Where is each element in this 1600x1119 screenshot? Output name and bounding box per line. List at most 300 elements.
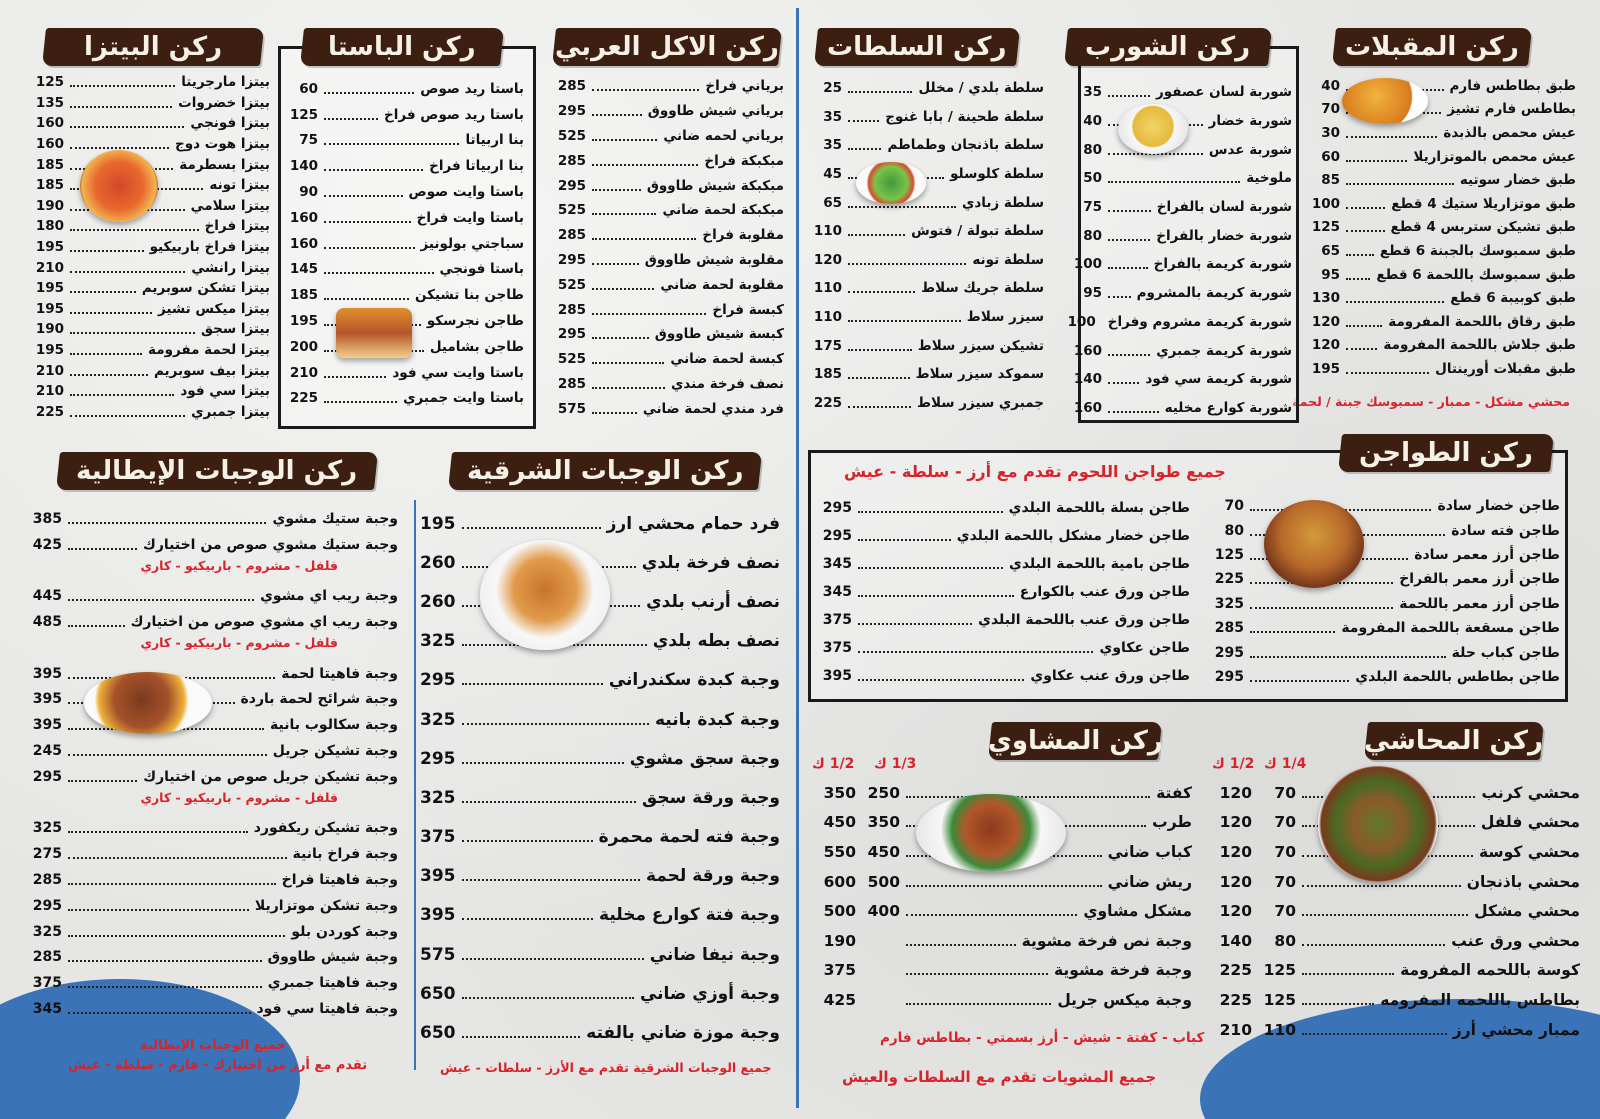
dot-leader xyxy=(70,106,172,108)
item-name: وجبة سجق مشوي xyxy=(629,748,780,769)
menu-item xyxy=(818,662,1190,690)
dot-leader xyxy=(68,960,262,962)
dot-leader xyxy=(70,353,142,355)
item-name: وجبة كبدة بانيه xyxy=(655,709,780,730)
item-price: 285 xyxy=(557,301,586,318)
item-name: بيتزا سجق xyxy=(201,321,270,338)
item-name: باستا ريد صوص فراخ xyxy=(384,106,524,123)
menu-item-two-price xyxy=(812,956,1192,986)
dot-leader xyxy=(848,234,905,236)
item-name: محشي فلفل xyxy=(1480,813,1580,832)
item-name: طاجن خضار سادة xyxy=(1437,498,1560,515)
item-price: 325 xyxy=(1214,595,1244,612)
item-name: طاجن بنا تشيكن xyxy=(414,287,524,304)
item-price: 345 xyxy=(822,584,852,600)
menu-item xyxy=(808,331,1044,360)
menu-item xyxy=(420,778,780,817)
item-name: طاجن ورق عنب باللحمة البلدي xyxy=(978,612,1190,628)
item-price: 325 xyxy=(420,709,456,730)
item-price: 50 xyxy=(1083,170,1102,187)
item-price-small: 70 xyxy=(1274,842,1296,861)
item-price-small: 70 xyxy=(1274,783,1296,802)
menu-item xyxy=(808,274,1044,303)
item-name: برياني فراخ xyxy=(705,78,784,95)
item-price: 195 xyxy=(35,239,64,256)
item-name: طرب xyxy=(1152,813,1192,832)
item-name: بيتزا فونجي xyxy=(190,115,270,132)
item-price: 160 xyxy=(1073,342,1102,359)
menu-item xyxy=(30,278,270,299)
item-price-small: 70 xyxy=(1274,813,1296,832)
stuffed-header-half: 1/2 ك xyxy=(1212,756,1255,772)
dot-leader xyxy=(592,114,642,116)
menu-item xyxy=(28,506,398,532)
dot-leader xyxy=(68,857,287,859)
item-price: 210 xyxy=(35,383,64,400)
menu-item xyxy=(284,153,524,179)
item-name: طاجن كباب حلة xyxy=(1451,644,1560,661)
item-price: 325 xyxy=(32,820,62,837)
item-price: 285 xyxy=(557,375,586,392)
item-name: برياني لحمه ضاني xyxy=(663,127,784,144)
item-name: وجبة شيش طاووق xyxy=(267,949,398,966)
item-price-large: 120 xyxy=(1219,842,1252,861)
grills-header-half: 1/2 ك xyxy=(812,756,855,772)
dot-leader xyxy=(592,189,641,191)
dot-leader xyxy=(70,85,175,87)
item-price: 295 xyxy=(32,768,62,785)
stuffed-title: ركن المحاشي xyxy=(1364,722,1544,760)
item-price: 245 xyxy=(32,743,62,760)
dot-leader xyxy=(324,272,434,274)
item-name: بيتزا مارجريتا xyxy=(181,74,270,91)
item-price: 195 xyxy=(35,280,64,297)
item-price: 80 xyxy=(1083,141,1102,158)
item-name: مقلوبة فراخ xyxy=(702,227,784,244)
item-price: 135 xyxy=(35,94,64,111)
soup-bowl-image xyxy=(1118,104,1188,154)
item-name: سيزر سلاط xyxy=(966,309,1044,326)
item-name: بنا اربياتا xyxy=(465,132,524,149)
item-price: 295 xyxy=(822,528,852,544)
dot-leader xyxy=(858,567,1003,569)
menu-item xyxy=(420,739,780,778)
item-name: بطاطس فارم تشيز xyxy=(1447,101,1576,118)
menu-item xyxy=(1210,640,1560,664)
grills-header-third: 1/3 ك xyxy=(874,756,917,772)
dot-leader xyxy=(462,918,594,920)
item-name: وجبة فاهيتا لحمة xyxy=(281,665,398,682)
item-price: 125 xyxy=(35,74,64,91)
menu-item xyxy=(30,134,270,155)
menu-item xyxy=(552,74,784,99)
item-price: 110 xyxy=(813,280,842,297)
menu-item xyxy=(30,216,270,237)
item-name: محشي ورق عنب xyxy=(1451,931,1580,950)
dot-leader xyxy=(70,415,185,417)
item-price: 110 xyxy=(813,223,842,240)
item-price-small: 250 xyxy=(867,783,900,802)
item-name: بطاطس باللحمه المفرومه xyxy=(1380,990,1580,1009)
item-price-large: 600 xyxy=(823,872,856,891)
menu-item xyxy=(552,198,784,223)
item-name: سباجتي بولونيز xyxy=(420,235,524,252)
item-name: طاجن نجرسكو xyxy=(426,313,524,330)
tagines-note: جميع طواجن اللحوم تقدم مع أرز - سلطة - عيش xyxy=(844,462,1226,481)
item-price: 40 xyxy=(1321,77,1340,94)
item-name: وجبة فرخة مشوية xyxy=(1054,961,1192,980)
item-price: 575 xyxy=(420,944,456,965)
item-name: وجبة فراخ بانية xyxy=(292,846,398,863)
oriental-title: ركن الوجبات الشرقية xyxy=(448,452,762,490)
tagines-title: ركن الطواجن xyxy=(1338,434,1554,472)
item-name: ريش ضاني xyxy=(1107,872,1192,891)
dot-leader xyxy=(1346,136,1437,138)
menu-item xyxy=(552,396,784,421)
menu-item xyxy=(28,583,398,609)
item-name: كبسة شيش طاووق xyxy=(654,326,784,343)
menu-item xyxy=(284,76,524,102)
menu-item xyxy=(1210,592,1560,616)
mixed-grill-plate-image xyxy=(84,672,212,734)
item-price: 295 xyxy=(557,326,586,343)
item-price: 345 xyxy=(822,556,852,572)
item-price: 30 xyxy=(1321,124,1340,141)
item-name: وجبة فاهيتا جمبري xyxy=(267,975,398,992)
item-name: وجبة ريب اي مشوي xyxy=(260,588,398,605)
dot-leader xyxy=(848,120,879,122)
dot-leader xyxy=(1346,160,1407,162)
item-price: 525 xyxy=(557,351,586,368)
italian-title: ركن الوجبات الإيطالية xyxy=(56,452,378,490)
dot-leader xyxy=(592,288,654,290)
item-name: طبق سمبوسك باللحمة 6 قطع xyxy=(1376,266,1576,283)
item-name: مقلوبة لحمة ضاني xyxy=(660,276,784,293)
item-name: طبق رقاق باللحمة المفرومة xyxy=(1388,313,1576,330)
item-name: شوربة لسان بالفراخ xyxy=(1156,199,1292,216)
item-price: 225 xyxy=(289,390,318,407)
menu-item xyxy=(1210,665,1560,689)
menu-item xyxy=(552,297,784,322)
item-price: 25 xyxy=(823,80,842,97)
menu-item xyxy=(28,816,398,842)
item-name: نصف فرخة مندي xyxy=(670,375,784,392)
item-price: 260 xyxy=(420,552,456,573)
item-name: بيتزا خضروات xyxy=(178,94,270,111)
item-price: 200 xyxy=(289,338,318,355)
item-price: 60 xyxy=(1321,148,1340,165)
dot-leader xyxy=(906,973,1048,975)
item-price: 425 xyxy=(32,536,62,553)
menu-item xyxy=(28,712,398,738)
item-name: بيتزا سلامي xyxy=(190,197,270,214)
stuffed-header-quarter: 1/4 ك xyxy=(1264,756,1307,772)
item-price: 295 xyxy=(557,103,586,120)
item-price: 100 xyxy=(1073,256,1102,273)
dot-leader xyxy=(592,362,664,364)
item-price-small: 400 xyxy=(867,902,900,921)
item-name: وجبة فته لحمة محمرة xyxy=(598,827,780,848)
item-name: بيتزا لحمة مفرومة xyxy=(148,342,270,359)
item-name: بيتزا تونه xyxy=(209,177,270,194)
dot-leader xyxy=(592,89,699,91)
dot-leader xyxy=(906,914,1077,916)
left-divider xyxy=(414,500,416,1070)
dot-leader xyxy=(906,1003,1051,1005)
item-price: 295 xyxy=(420,670,456,691)
item-name: وجبة ستيك مشوي صوص من اختيارك xyxy=(143,536,398,553)
dot-leader xyxy=(68,831,248,833)
item-price: 140 xyxy=(1073,371,1102,388)
item-price: 185 xyxy=(813,366,842,383)
dot-leader xyxy=(1302,914,1468,916)
pizza-image xyxy=(80,150,158,222)
item-price: 70 xyxy=(1224,498,1244,515)
dot-leader xyxy=(324,195,403,197)
item-name: سلطة زبادي xyxy=(961,194,1044,211)
dot-leader xyxy=(324,401,397,403)
item-name: باستا وايت سي فود xyxy=(392,364,524,381)
dot-leader xyxy=(462,879,640,881)
dot-leader xyxy=(70,374,148,376)
item-price: 325 xyxy=(420,631,456,652)
menu-item xyxy=(420,1013,780,1052)
menu-item xyxy=(1306,145,1576,169)
item-price: 575 xyxy=(557,400,586,417)
item-name: سلطة جريك سلاط xyxy=(921,280,1044,297)
item-name: وجبة ورقة لحمة xyxy=(645,866,780,887)
item-price: 295 xyxy=(420,748,456,769)
item-name: طبق موتزاريلا ستيك 4 قطع xyxy=(1391,195,1576,212)
item-name: سلطة تبولة / فتوش xyxy=(911,223,1044,240)
menu-item xyxy=(808,246,1044,275)
dot-leader xyxy=(68,883,276,885)
item-price: 295 xyxy=(822,500,852,516)
menu-item xyxy=(1068,394,1292,423)
item-name: طاجن بسلة باللحمة البلدي xyxy=(1008,500,1190,516)
item-price: 325 xyxy=(420,787,456,808)
item-price: 125 xyxy=(1214,546,1244,563)
menu-item xyxy=(552,347,784,372)
item-name: وجبة فتة كوارع مخلية xyxy=(599,905,780,926)
item-price: 40 xyxy=(1083,113,1102,130)
item-name: وجبة تشيكن ريكفورد xyxy=(253,820,398,837)
menu-item xyxy=(284,179,524,205)
item-name: باستا ريد صوص xyxy=(420,80,524,97)
dot-leader xyxy=(592,263,639,265)
dot-leader xyxy=(70,250,144,252)
dot-leader xyxy=(324,221,411,223)
menu-item xyxy=(552,372,784,397)
roast-chicken-image xyxy=(480,540,610,650)
menu-item xyxy=(420,935,780,974)
item-price-large: 450 xyxy=(823,813,856,832)
item-name: ممبار محشي أرز xyxy=(1452,1020,1580,1039)
dot-leader xyxy=(592,238,696,240)
item-price: 80 xyxy=(1083,227,1102,244)
dot-leader xyxy=(462,1036,581,1038)
dot-leader xyxy=(68,599,254,601)
tagine-image xyxy=(1264,500,1364,588)
item-price-small: 110 xyxy=(1263,1020,1296,1039)
item-name: طاجن ورق عنب عكاوي xyxy=(1030,668,1190,684)
menu-item xyxy=(1306,239,1576,263)
item-price: 160 xyxy=(35,115,64,132)
menu-item xyxy=(30,381,270,402)
menu-item xyxy=(552,99,784,124)
dot-leader xyxy=(462,723,650,725)
item-name: بيتزا بيف سوبريم xyxy=(153,362,270,379)
menu-item xyxy=(808,217,1044,246)
dot-leader xyxy=(906,796,1150,798)
menu-item xyxy=(28,661,398,687)
item-name: وجبة تشكن موتزاريلا xyxy=(254,897,398,914)
menu-item xyxy=(28,893,398,919)
italian-note-2: تقدم مع أرز من اختيارك - فارم - سلطة - عيش xyxy=(68,1058,368,1073)
item-sub-options: فلفل - مشروم - باربيكيو - كاري xyxy=(140,557,338,573)
item-price: 125 xyxy=(1311,219,1340,236)
item-price: 60 xyxy=(299,80,318,97)
item-price: 65 xyxy=(1321,242,1340,259)
arabic-title: ركن الاكل العربي xyxy=(552,28,782,66)
item-price-large: 225 xyxy=(1219,961,1252,980)
item-name: طبق كوبيبة 6 قطع xyxy=(1450,290,1576,307)
dot-leader xyxy=(70,271,185,273)
item-price: 285 xyxy=(557,227,586,244)
item-name: طاجن ورق عنب بالكوارع xyxy=(1019,584,1190,600)
item-name: نصف أرنب بلدي xyxy=(646,591,780,612)
menu-item-two-price xyxy=(1208,956,1580,986)
dot-leader xyxy=(68,780,137,782)
dot-leader xyxy=(70,291,136,293)
item-name: بيتزا ميكس تشيز xyxy=(157,300,270,317)
item-name: طاجن بامية باللحمة البلدي xyxy=(1009,556,1190,572)
dot-leader xyxy=(1346,207,1385,209)
tagines-list-left xyxy=(818,494,1190,690)
menu-item xyxy=(1068,365,1292,394)
menu-item xyxy=(1306,263,1576,287)
menu-item xyxy=(28,532,398,558)
item-price: 145 xyxy=(289,261,318,278)
item-price: 90 xyxy=(299,184,318,201)
item-name: شوربة كريمة بالمشروم xyxy=(1136,285,1292,302)
item-price-small: 350 xyxy=(867,813,900,832)
dot-leader xyxy=(1346,301,1444,303)
item-name: باستا وايت جمبري xyxy=(403,390,524,407)
dot-leader xyxy=(70,126,184,128)
item-price: 225 xyxy=(35,403,64,420)
item-price: 185 xyxy=(289,287,318,304)
item-price: 195 xyxy=(289,313,318,330)
item-price-large: 550 xyxy=(823,842,856,861)
item-price: 525 xyxy=(557,127,586,144)
dot-leader xyxy=(1250,631,1335,633)
item-price-large: 120 xyxy=(1219,813,1252,832)
dot-leader xyxy=(1346,325,1382,327)
item-name: كوسة باللحمه المفرومة xyxy=(1400,961,1580,980)
item-name: كباب ضاني xyxy=(1107,842,1192,861)
item-name: شوربة كريمة بالفراخ xyxy=(1153,256,1292,273)
item-name: طبق جلاش باللحمة المفرومة xyxy=(1383,337,1576,354)
dot-leader xyxy=(906,885,1102,887)
dot-leader xyxy=(70,147,169,149)
menu-item xyxy=(552,173,784,198)
item-price: 295 xyxy=(1214,644,1244,661)
item-price: 80 xyxy=(1224,522,1244,539)
item-name: سلطة باذنجان وطماطم xyxy=(887,137,1044,154)
dot-leader xyxy=(1108,411,1159,413)
item-price: 195 xyxy=(35,342,64,359)
menu-item xyxy=(1306,168,1576,192)
menu-item xyxy=(30,237,270,258)
item-price-large: 350 xyxy=(823,783,856,802)
item-price: 295 xyxy=(32,897,62,914)
item-name: وجبة تشيكن جريل xyxy=(272,743,398,760)
dot-leader xyxy=(70,332,195,334)
item-name: بيتزا بسطرمة xyxy=(179,156,270,173)
dot-leader xyxy=(848,91,912,93)
item-name: بيتزا رانشي xyxy=(191,259,270,276)
menu-item xyxy=(808,160,1044,189)
item-name: تشيكن سيزر سلاط xyxy=(917,337,1044,354)
item-price: 95 xyxy=(1083,285,1102,302)
menu-item xyxy=(28,996,398,1022)
grills-title: ركن المشاوي xyxy=(988,722,1162,760)
dot-leader xyxy=(324,298,409,300)
item-price: 65 xyxy=(823,194,842,211)
menu-item xyxy=(30,93,270,114)
item-price: 395 xyxy=(32,717,62,734)
menu-item-two-price xyxy=(812,985,1192,1015)
item-name: وجبة نص فرخة مشوية xyxy=(1021,931,1192,950)
salads-list xyxy=(808,74,1044,417)
dot-leader xyxy=(462,840,593,842)
appetizers-note: محشي مشكل - ممبار - سمبوسك جبنة / لحمة xyxy=(1292,394,1570,409)
menu-item xyxy=(30,113,270,134)
item-price: 45 xyxy=(823,166,842,183)
item-name: شوربة كوارع مخليه xyxy=(1164,399,1292,416)
item-price: 140 xyxy=(289,158,318,175)
dot-leader xyxy=(848,263,966,265)
dot-leader xyxy=(324,247,415,249)
sambousek-plate-image xyxy=(1342,78,1428,124)
item-price: 100 xyxy=(1067,313,1096,330)
dot-leader xyxy=(462,997,634,999)
dot-leader xyxy=(1108,95,1150,97)
dot-leader xyxy=(1108,210,1151,212)
dot-leader xyxy=(1346,230,1385,232)
item-name: وجبة سكالوب بانية xyxy=(270,717,398,734)
dot-leader xyxy=(1302,973,1394,975)
item-name: طاجن بطاطس باللحمة البلدي xyxy=(1355,668,1560,685)
item-name: وجبة شرائح لحمة باردة xyxy=(240,691,398,708)
dot-leader xyxy=(1108,296,1131,298)
oriental-note: جميع الوجبات الشرقية تقدم مع الأرز - سلطات - عيش xyxy=(440,1060,772,1075)
item-price: 120 xyxy=(1311,337,1340,354)
dot-leader xyxy=(848,377,910,379)
dot-leader xyxy=(592,213,656,215)
dot-leader xyxy=(592,387,665,389)
item-name: سلطة بلدي / مخلل xyxy=(918,80,1044,97)
menu-item xyxy=(284,205,524,231)
dot-leader xyxy=(1108,181,1240,183)
item-name: وجبة أوزي ضاني xyxy=(639,983,780,1004)
dot-leader xyxy=(1108,239,1150,241)
soups-title: ركن الشورب xyxy=(1064,28,1272,66)
item-name: وجبة فاهيتا سي فود xyxy=(256,1001,398,1018)
menu-item xyxy=(1068,308,1292,337)
item-price: 195 xyxy=(420,513,456,534)
